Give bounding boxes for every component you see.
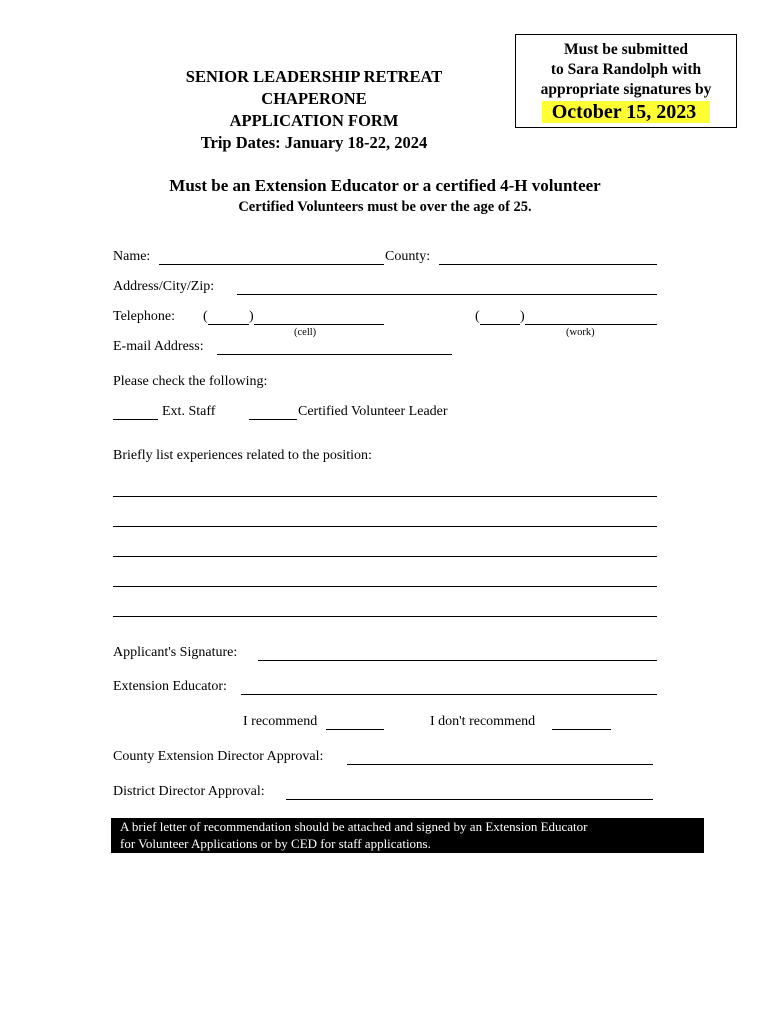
county-label: County: [385,249,431,264]
experience-line-1[interactable] [113,496,657,497]
form-title [160,66,468,154]
experience-prompt: Briefly list experiences related to the position: [113,448,372,463]
work-area-code-field[interactable] [480,324,520,325]
experience-line-3[interactable] [113,556,657,557]
check-prompt: Please check the following: [113,374,268,389]
title-line-1: SENIOR LEADERSHIP RETREAT [185,67,443,86]
work-caption: (work) [566,327,595,338]
county-director-label: County Extension Director Approval: [113,749,324,764]
cell-area-open-paren: ( [203,309,208,324]
deadline-box [515,34,737,128]
email-field[interactable] [217,354,452,355]
educator-label: Extension Educator: [113,679,227,694]
deadline-line-2: to Sara Randolph with [550,61,702,78]
educator-field[interactable] [241,694,657,695]
recommendation-note [111,818,704,853]
title-line-2: CHAPERONE [261,89,367,108]
cell-phone-field[interactable] [254,324,384,325]
work-area-open-paren: ( [475,309,480,324]
name-label: Name: [113,249,151,264]
not-recommend-field[interactable] [552,729,611,730]
recommend-field[interactable] [326,729,384,730]
address-label: Address/City/Zip: [113,279,215,294]
deadline-line-3: appropriate signatures by [540,81,712,98]
not-recommend-label: I don't recommend [430,714,536,729]
cell-area-close-paren: ) [249,309,254,324]
email-label: E-mail Address: [113,339,204,354]
work-area-close-paren: ) [520,309,525,324]
district-director-field[interactable] [286,799,653,800]
cell-area-code-field[interactable] [208,324,249,325]
eligibility-requirement: Must be an Extension Educator or a certified 4-H volunteer [169,176,601,195]
address-field[interactable] [237,294,657,295]
deadline-date: October 15, 2023 [542,101,711,123]
experience-line-4[interactable] [113,586,657,587]
deadline-line-1: Must be submitted [563,41,688,58]
telephone-label: Telephone: [113,309,175,324]
trip-dates: Trip Dates: January 18-22, 2024 [200,133,428,152]
applicant-signature-label: Applicant's Signature: [113,645,238,660]
work-phone-field[interactable] [525,324,657,325]
district-director-label: District Director Approval: [113,784,265,799]
age-requirement: Certified Volunteers must be over the age of 25. [238,199,532,215]
note-line-1: A brief letter of recommendation should be attached and signed by an Extension Educator [120,819,588,834]
experience-line-2[interactable] [113,526,657,527]
experience-line-5[interactable] [113,616,657,617]
volunteer-check-field[interactable] [249,419,297,420]
volunteer-label: Certified Volunteer Leader [298,404,448,419]
applicant-signature-field[interactable] [258,660,657,661]
ext-staff-check-field[interactable] [113,419,158,420]
county-director-field[interactable] [347,764,653,765]
county-field[interactable] [439,264,657,265]
cell-caption: (cell) [294,327,317,338]
ext-staff-label: Ext. Staff [162,404,216,419]
note-line-2: for Volunteer Applications or by CED for staff applications. [120,835,431,851]
name-field[interactable] [159,264,384,265]
title-line-3: APPLICATION FORM [229,111,399,130]
recommend-label: I recommend [243,714,318,729]
